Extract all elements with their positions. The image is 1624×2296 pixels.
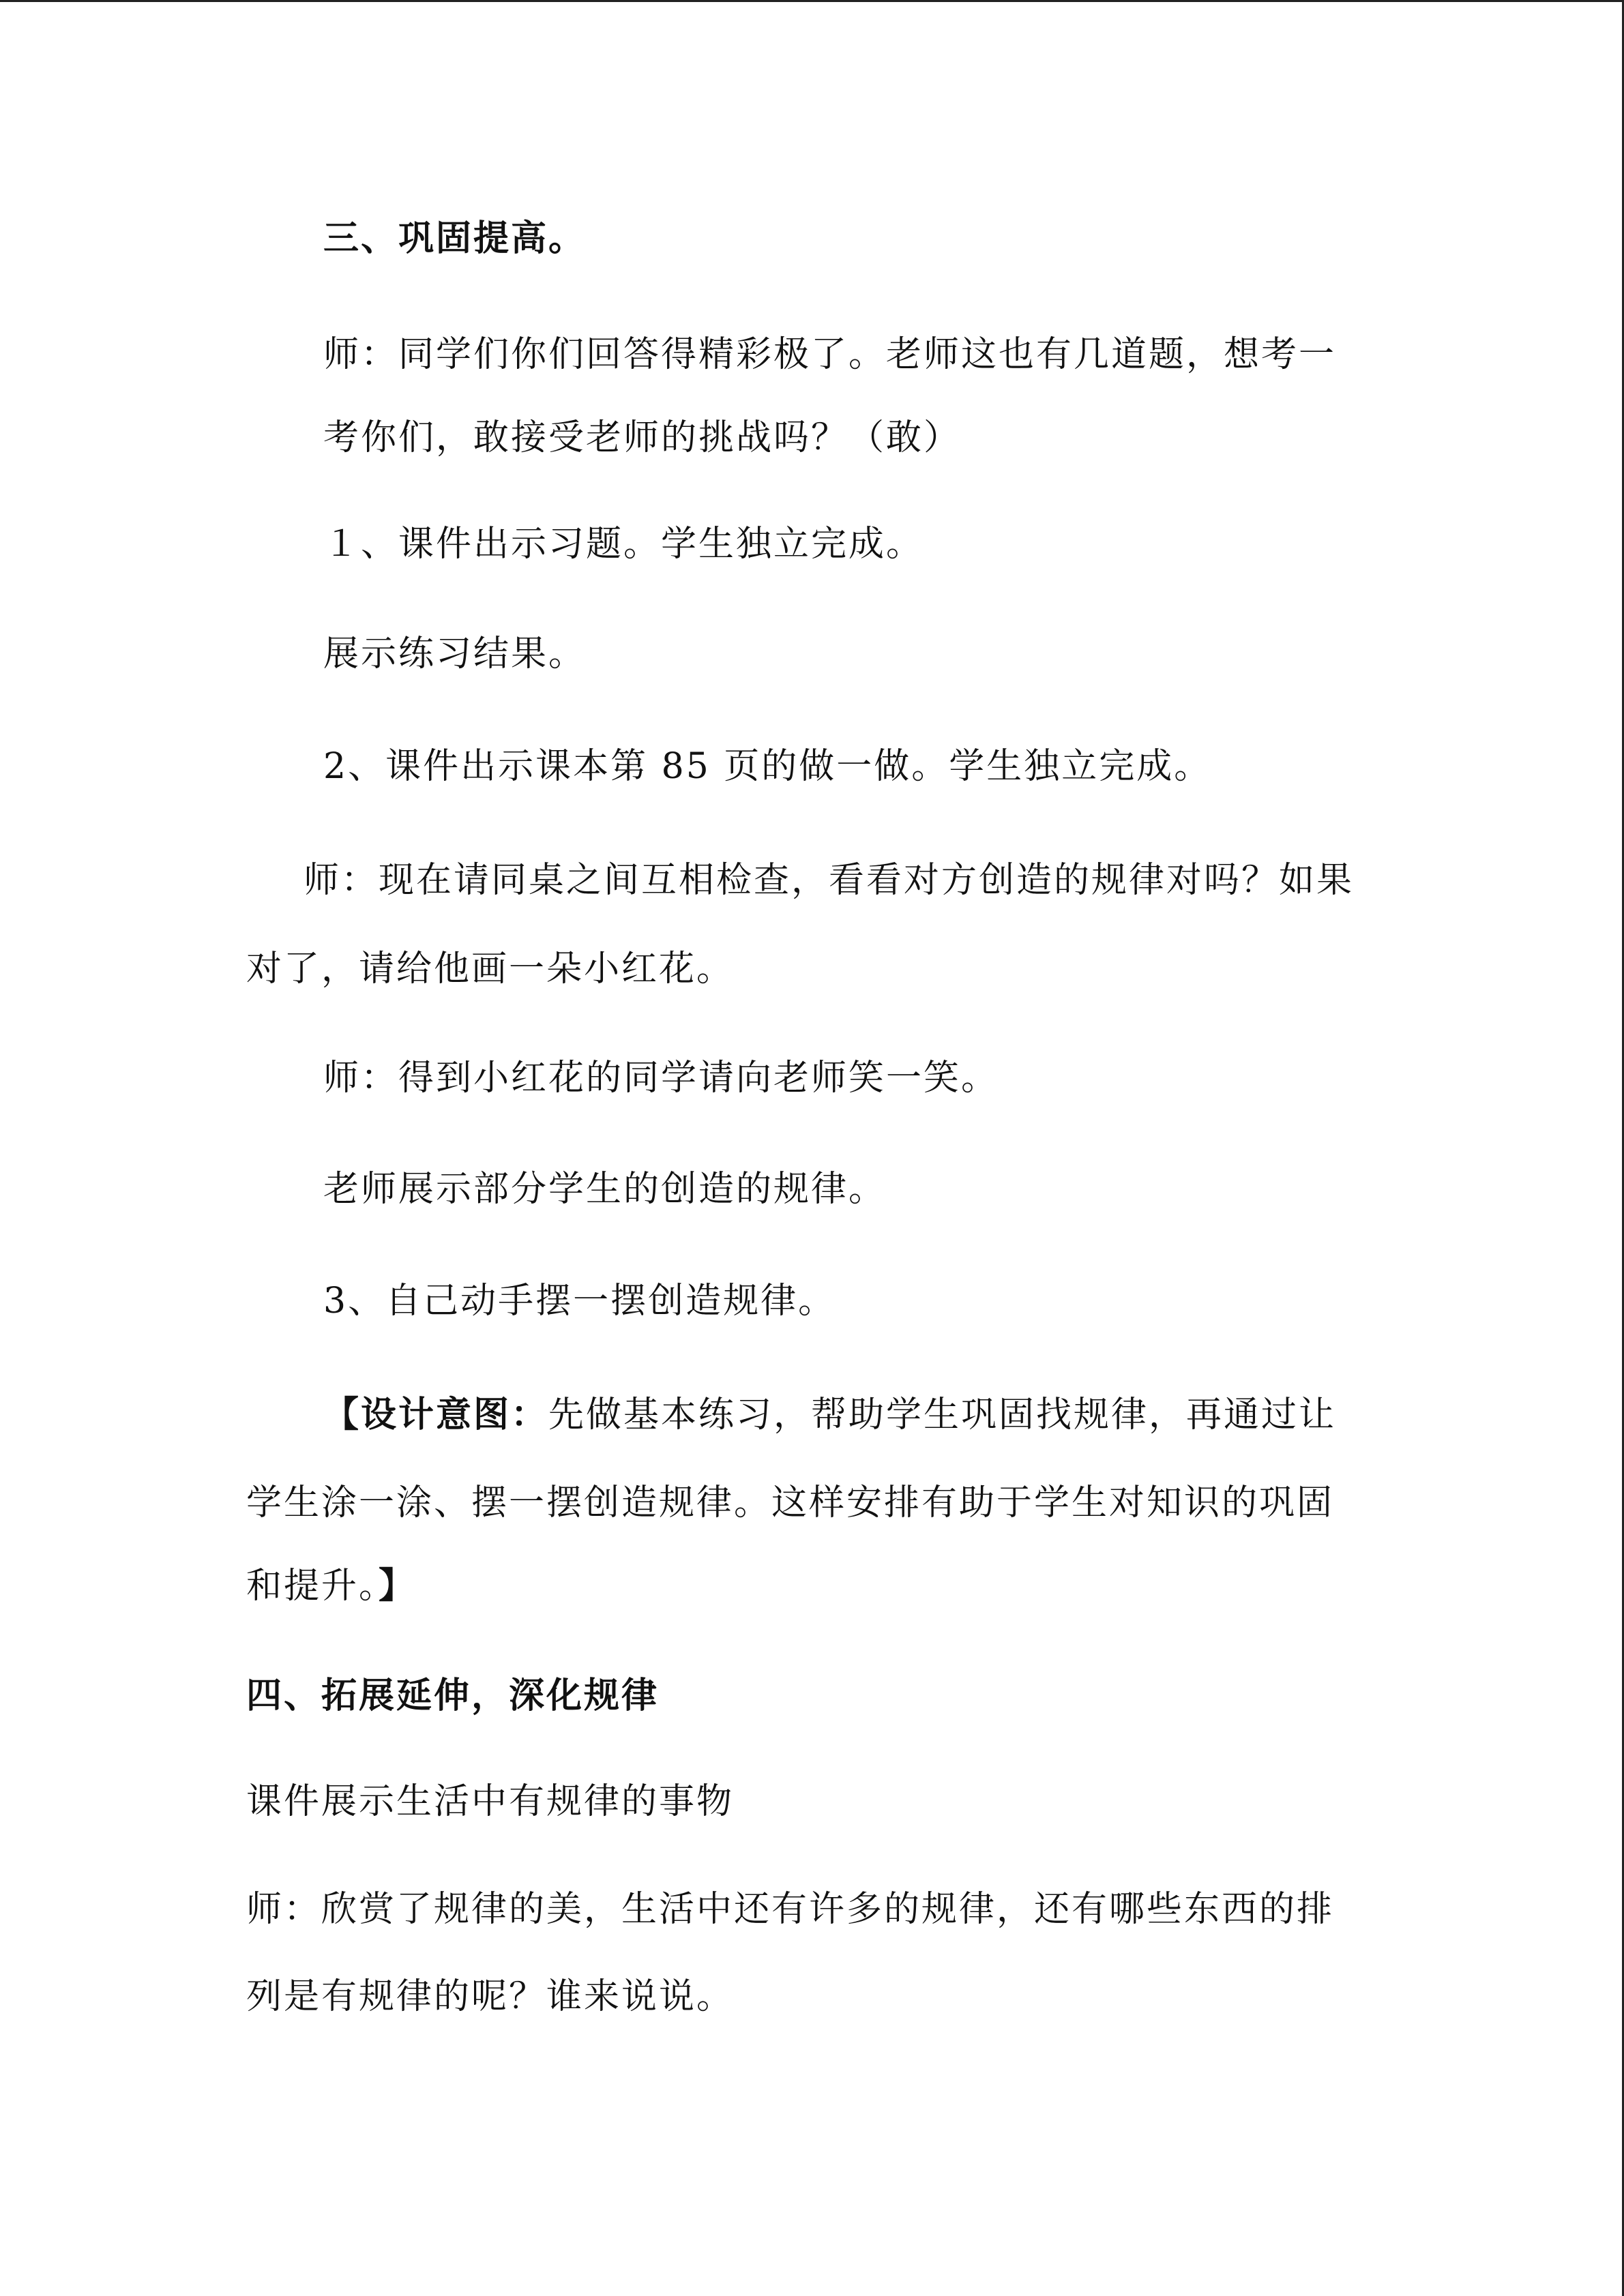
- design-intent-close-bracket: 】: [379, 1566, 417, 1607]
- paragraph2-line1: 师：现在请同桌之间互相检查，看看对方创造的规律对吗？如果: [304, 860, 1355, 901]
- section3-heading: 三、巩固提高。: [323, 218, 587, 259]
- paragraph1-line1: 师：同学们你们回答得精彩极了。老师这也有几道题，想考一: [323, 334, 1337, 375]
- top-border: [0, 0, 1624, 2]
- paragraph5: 课件展示生活中有规律的事物: [246, 1781, 735, 1822]
- design-intent-line1: [323, 1393, 1336, 1437]
- section4-heading: 四、拓展延伸，深化规律: [246, 1675, 660, 1716]
- paragraph6-line1: 师：欣赏了规律的美，生活中还有许多的规律，还有哪些东西的排: [246, 1889, 1335, 1930]
- paragraph1-line2: 考你们，敢接受老师的挑战吗？（敢）: [323, 417, 962, 458]
- item3-text: 3、自己动手摆一摆创造规律。: [323, 1281, 836, 1322]
- design-intent-line1-text: 先做基本练习，帮助学生巩固找规律，再通过让: [548, 1395, 1337, 1435]
- item2-text: 2、课件出示课本第 85 页的做一做。学生独立完成。: [323, 746, 1212, 787]
- paragraph3: 师：得到小红花的同学请向老师笑一笑。: [323, 1058, 999, 1099]
- paragraph4: 老师展示部分学生的创造的规律。: [323, 1169, 887, 1210]
- item1-text: １、课件出示习题。学生独立完成。: [323, 524, 924, 565]
- item1-result: 展示练习结果。: [323, 633, 587, 674]
- design-intent-label: 【设计意图：: [323, 1395, 549, 1435]
- design-intent-line3-text: 和提升。: [246, 1566, 379, 1607]
- design-intent-line2: 学生涂一涂、摆一摆创造规律。这样安排有助于学生对知识的巩固: [246, 1482, 1335, 1523]
- paragraph6-line2: 列是有规律的呢？谁来说说。: [246, 1976, 735, 2017]
- design-intent-line3: [246, 1564, 416, 1608]
- paragraph2-line2: 对了，请给他画一朵小红花。: [246, 949, 735, 989]
